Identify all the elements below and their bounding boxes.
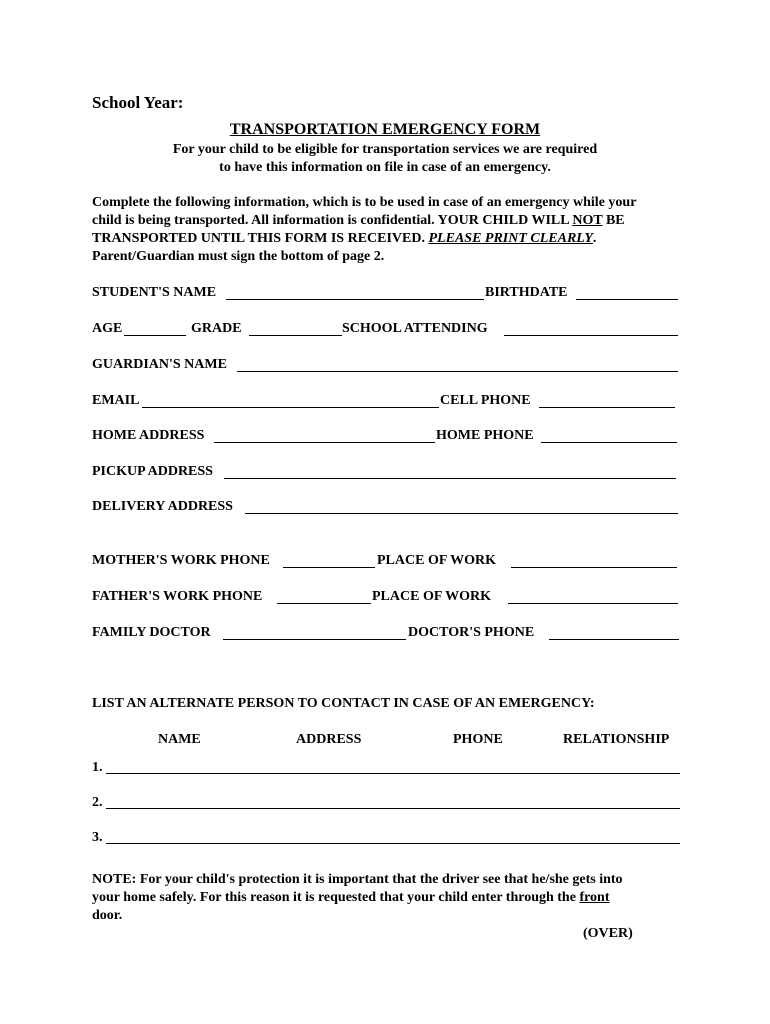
alternate-contact-heading: LIST AN ALTERNATE PERSON TO CONTACT IN CASE OF AN EMERGENCY:	[92, 696, 595, 711]
age-line[interactable]	[124, 335, 186, 336]
not-emphasis: NOT	[572, 213, 603, 228]
print-clearly-emphasis: PLEASE PRINT CLEARLY	[428, 231, 593, 246]
alternate-row-2-label: 2.	[92, 795, 103, 810]
instructions-line-3-b: .	[592, 231, 597, 246]
form-title	[0, 121, 770, 139]
cell-phone-line[interactable]	[539, 407, 675, 408]
home-address-line[interactable]	[214, 442, 435, 443]
home-phone-label: HOME PHONE	[436, 428, 534, 443]
birthdate-line[interactable]	[576, 299, 678, 300]
email-line[interactable]	[142, 407, 439, 408]
instructions-line-4: Parent/Guardian must sign the bottom of page 2.	[92, 249, 385, 264]
note-line-1: NOTE: For your child's protection it is important that the driver see that he/she gets into	[92, 872, 623, 887]
instructions-line-2-b: BE	[602, 213, 625, 228]
instructions-line-1: Complete the following information, which is to be used in case of an emergency while your	[92, 195, 637, 210]
doctor-phone-line[interactable]	[549, 639, 679, 640]
cell-phone-label: CELL PHONE	[440, 393, 531, 408]
column-header-address: ADDRESS	[296, 732, 362, 747]
place-of-work-2-label: PLACE OF WORK	[372, 589, 492, 604]
pickup-address-line[interactable]	[224, 478, 676, 479]
age-label: AGE	[92, 321, 123, 336]
subtitle-line-1: For your child to be eligible for transportation services we are required	[172, 142, 598, 157]
note-line-2-a: your home safely. For this reason it is requested that your child enter through the	[92, 890, 580, 905]
instructions-line-2	[92, 213, 625, 229]
student-name-label: STUDENT'S NAME	[92, 285, 217, 300]
alternate-row-2-line[interactable]	[106, 808, 680, 809]
place-of-work-1-line[interactable]	[511, 567, 677, 568]
instructions-line-3	[92, 231, 596, 247]
doctor-phone-label: DOCTOR'S PHONE	[408, 625, 535, 640]
family-doctor-line[interactable]	[223, 639, 406, 640]
alternate-row-3-label: 3.	[92, 830, 103, 845]
over-label: (OVER)	[583, 926, 633, 941]
school-attending-label: SCHOOL ATTENDING	[342, 321, 488, 336]
column-header-phone: PHONE	[453, 732, 503, 747]
place-of-work-1-label: PLACE OF WORK	[377, 553, 497, 568]
alternate-row-1-line[interactable]	[106, 773, 680, 774]
delivery-address-line[interactable]	[245, 513, 678, 514]
column-header-relationship: RELATIONSHIP	[563, 732, 670, 747]
mother-work-phone-label: MOTHER'S WORK PHONE	[92, 553, 270, 568]
subtitle-line-2: to have this information on file in case of an emergency.	[219, 160, 551, 175]
delivery-address-label: DELIVERY ADDRESS	[92, 499, 233, 514]
column-header-name: NAME	[158, 732, 201, 747]
email-label: EMAIL	[92, 393, 140, 408]
school-year-label: School Year:	[92, 93, 184, 112]
grade-label: GRADE	[191, 321, 242, 336]
note-line-3: door.	[92, 908, 123, 923]
guardian-name-label: GUARDIAN'S NAME	[92, 357, 227, 372]
note-line-2	[92, 890, 610, 906]
family-doctor-label: FAMILY DOCTOR	[92, 625, 211, 640]
grade-line[interactable]	[249, 335, 342, 336]
student-name-line[interactable]	[226, 299, 484, 300]
front-emphasis: front	[579, 890, 610, 905]
alternate-row-1-label: 1.	[92, 760, 103, 775]
birthdate-label: BIRTHDATE	[485, 285, 568, 300]
mother-work-phone-line[interactable]	[283, 567, 375, 568]
instructions-line-2-a: child is being transported. All information is confidential. YOUR CHILD WILL	[92, 213, 573, 228]
pickup-address-label: PICKUP ADDRESS	[92, 464, 213, 479]
place-of-work-2-line[interactable]	[508, 603, 678, 604]
alternate-row-3-line[interactable]	[106, 843, 680, 844]
instructions-line-3-a: TRANSPORTED UNTIL THIS FORM IS RECEIVED.	[92, 231, 429, 246]
home-phone-line[interactable]	[541, 442, 677, 443]
guardian-name-line[interactable]	[237, 371, 678, 372]
home-address-label: HOME ADDRESS	[92, 428, 205, 443]
school-attending-line[interactable]	[504, 335, 678, 336]
father-work-phone-label: FATHER'S WORK PHONE	[92, 589, 263, 604]
father-work-phone-line[interactable]	[277, 603, 371, 604]
form-title-text: TRANSPORTATION EMERGENCY FORM	[229, 121, 541, 138]
